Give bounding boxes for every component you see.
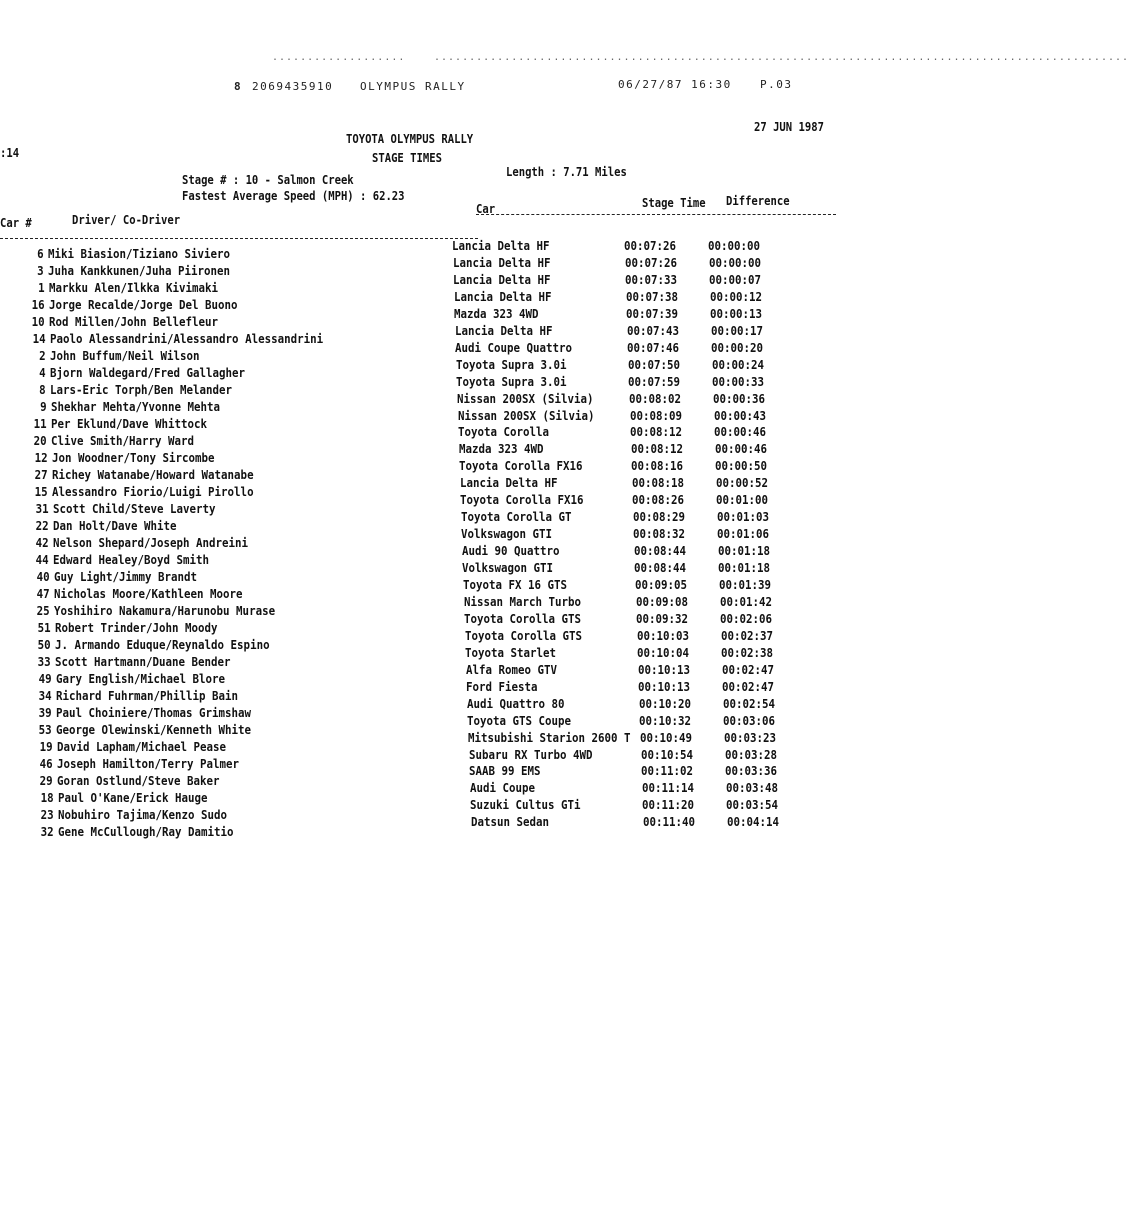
fax-logo-glyph: 8 [234, 80, 243, 93]
driver-names: Scott Child/Steve Laverty [52, 502, 216, 516]
driver-names: Paul Choiniere/Thomas Grimshaw [56, 706, 252, 720]
stage-time: 00:11:14 [641, 781, 694, 796]
time-difference: 00:01:18 [717, 544, 770, 559]
driver-names: J. Armando Eduque/Reynaldo Espino [54, 638, 270, 652]
time-difference: 00:01:03 [716, 510, 769, 525]
driver-names: Per Eklund/Dave Whittock [51, 417, 208, 431]
car-model: Toyota Supra 3.0i [455, 357, 567, 372]
car-number: 25 [36, 604, 50, 618]
car-model: Nissan 200SX (Silvia) [456, 391, 594, 406]
driver-names: Juha Kankkunen/Juha Piironen [48, 264, 231, 278]
time-difference: 00:01:18 [718, 561, 771, 576]
fax-dots-right: ................................................................................................... [434, 52, 1129, 63]
stage-time: 00:08:12 [630, 442, 683, 457]
time-difference: 00:03:28 [724, 747, 777, 762]
driver-names: Rod Millen/John Bellefleur [49, 315, 219, 329]
car-number: 44 [35, 553, 49, 567]
driver-names: Gary English/Michael Blore [55, 672, 225, 686]
time-difference: 00:03:36 [725, 764, 778, 779]
car-number: 14 [32, 332, 46, 346]
time-difference: 00:00:07 [709, 272, 762, 287]
car-model: Ford Fiesta [466, 679, 538, 694]
stage-length: Length : 7.71 Miles [506, 165, 627, 179]
car-number: 4 [39, 366, 46, 380]
time-difference: 00:00:00 [708, 255, 761, 270]
car-number: 49 [38, 672, 52, 686]
page-marker: :14 [0, 146, 20, 160]
car-number: 23 [40, 808, 54, 822]
fastest-average-speed: Fastest Average Speed (MPH) : 62.23 [182, 189, 405, 203]
car-model: Toyota Corolla GTS [464, 628, 582, 643]
car-number: 18 [40, 791, 54, 805]
stage-time: 00:09:32 [636, 611, 689, 626]
stage-time: 00:08:32 [633, 527, 686, 542]
driver-names: Goran Ostlund/Steve Baker [57, 774, 220, 788]
table-row [0, 272, 900, 298]
document-date: 27 JUN 1987 [754, 120, 824, 134]
stage-time: 00:11:02 [641, 764, 694, 779]
car-model: Lancia Delta HF [453, 272, 551, 287]
car-number: 22 [35, 519, 49, 533]
car-number: 11 [33, 417, 47, 431]
column-header-car-number: Car # [0, 216, 32, 230]
driver-names: Paul O'Kane/Erick Hauge [57, 791, 208, 805]
stage-time: 00:10:49 [639, 730, 692, 745]
car-number: 8 [39, 383, 46, 397]
stage-time: 00:08:44 [633, 544, 686, 559]
stage-time: 00:07:33 [625, 272, 678, 287]
stage-time: 00:08:29 [632, 510, 685, 525]
driver-names: Joseph Hamilton/Terry Palmer [57, 757, 240, 771]
car-model: Lancia Delta HF [459, 476, 558, 491]
time-difference: 00:01:06 [717, 527, 770, 542]
driver-names: Guy Light/Jimmy Brandt [53, 570, 197, 584]
stage-time: 00:08:02 [628, 391, 681, 406]
time-difference: 00:00:33 [712, 374, 765, 389]
car-model: Audi 90 Quattro [461, 544, 560, 559]
time-difference: 00:00:46 [714, 425, 767, 440]
time-difference: 00:03:48 [725, 781, 778, 796]
driver-names: Scott Hartmann/Duane Bender [55, 655, 231, 669]
time-difference: 00:02:38 [721, 645, 774, 660]
car-model: Toyota Corolla FX16 [460, 493, 584, 508]
time-difference: 00:00:52 [715, 476, 768, 491]
car-number: 15 [34, 485, 48, 499]
time-difference: 00:00:50 [715, 459, 768, 474]
driver-names: Markku Alen/Ilkka Kivimaki [48, 281, 218, 295]
car-number: 33 [37, 655, 51, 669]
document-subtitle: STAGE TIMES [372, 151, 442, 165]
stage-time: 00:08:18 [631, 476, 684, 491]
driver-names: George Olewinski/Kenneth White [56, 723, 252, 737]
car-number: 12 [34, 451, 48, 465]
stage-time: 00:09:05 [635, 578, 688, 592]
column-header-difference: Difference [726, 194, 790, 208]
driver-names: Paolo Alessandrini/Alessandro Alessandrini [49, 332, 323, 346]
time-difference: 00:00:20 [711, 340, 764, 355]
car-model: Nissan 200SX (Silvia) [457, 408, 595, 423]
car-number: 10 [31, 315, 45, 329]
column-header-stage-time: Stage Time [642, 196, 706, 210]
driver-names: Gene McCullough/Ray Damitio [58, 825, 234, 839]
car-number: 1 [37, 281, 45, 295]
driver-names: Lars-Eric Torph/Ben Melander [50, 383, 233, 397]
stage-time: 00:07:43 [626, 323, 679, 338]
stage-time: 00:10:20 [638, 696, 691, 711]
time-difference: 00:01:00 [716, 493, 769, 508]
stage-time: 00:10:13 [638, 679, 691, 694]
car-model: Toyota Corolla FX16 [459, 459, 583, 474]
car-model: Lancia Delta HF [454, 323, 553, 338]
car-model: Toyota Starlet [465, 645, 557, 660]
car-number: 50 [37, 638, 51, 652]
driver-names: Bjorn Waldegard/Fred Gallagher [50, 366, 246, 380]
stage-time: 00:11:20 [642, 798, 695, 813]
car-number: 2 [38, 349, 46, 363]
car-number: 29 [39, 774, 53, 788]
car-number: 19 [39, 740, 53, 754]
document-title: TOYOTA OLYMPUS RALLY [346, 132, 474, 146]
car-number: 53 [38, 723, 52, 737]
car-model: Volkswagon GTI [461, 527, 553, 542]
car-number: 6 [37, 247, 44, 261]
car-number: 42 [35, 536, 49, 550]
car-model: Audi Coupe Quattro [455, 340, 573, 355]
car-model: Lancia Delta HF [453, 289, 552, 304]
car-model: Audi Coupe [469, 781, 535, 796]
table-row [0, 239, 900, 264]
stage-time: 00:10:13 [637, 662, 690, 677]
car-number: 20 [33, 434, 47, 448]
driver-names: Nicholas Moore/Kathleen Moore [54, 587, 243, 601]
car-model: Toyota Corolla GT [460, 510, 572, 525]
car-model: Audi Quattro 80 [466, 696, 565, 711]
stage-time: 00:07:39 [626, 306, 679, 321]
car-number: 27 [34, 468, 48, 482]
fax-phone-number: 2069435910 [252, 80, 334, 93]
driver-names: Nelson Shepard/Joseph Andreini [53, 536, 249, 550]
fax-page-number: P.03 [760, 78, 793, 91]
car-number: 34 [38, 689, 52, 703]
fax-sender: OLYMPUS RALLY [360, 80, 466, 93]
fax-datetime: 06/27/87 16:30 [618, 78, 732, 91]
car-model: Mitsubishi Starion 2600 T [467, 730, 631, 745]
car-model: Alfa Romeo GTV [465, 662, 557, 677]
car-number: 39 [38, 706, 52, 720]
driver-names: Robert Trinder/John Moody [54, 621, 218, 635]
car-model: SAAB 99 EMS [469, 764, 541, 779]
time-difference: 00:01:42 [719, 594, 772, 609]
stage-time: 00:08:16 [631, 459, 684, 474]
time-difference: 00:00:46 [714, 442, 767, 457]
driver-names: John Buffum/Neil Wilson [49, 349, 200, 363]
fax-dots-left: ................... [272, 52, 406, 63]
header-rule-left [0, 238, 478, 239]
car-number: 47 [36, 587, 50, 601]
car-model: Toyota Corolla GTS [464, 611, 582, 626]
car-model: Volkswagon GTI [462, 561, 554, 576]
stage-time: 00:10:54 [640, 747, 693, 762]
driver-names: Miki Biasion/Tiziano Siviero [48, 247, 231, 261]
stage-time: 00:07:26 [624, 255, 677, 270]
stage-time: 00:08:09 [629, 408, 682, 423]
driver-names: Shekhar Mehta/Yvonne Mehta [50, 400, 220, 414]
driver-names: Yoshihiro Nakamura/Harunobu Murase [54, 604, 276, 618]
car-number: 32 [40, 825, 54, 839]
time-difference: 00:02:37 [720, 628, 773, 643]
car-number: 9 [39, 400, 47, 414]
car-number: 46 [39, 757, 53, 771]
time-difference: 00:00:13 [710, 306, 763, 321]
column-header-driver: Driver/ Co-Driver [72, 213, 181, 227]
car-number: 16 [31, 298, 45, 312]
time-difference: 00:04:14 [726, 815, 779, 830]
column-header-car: Car [476, 202, 496, 216]
car-model: Mazda 323 4WD [458, 442, 544, 457]
car-model: Datsun Sedan [470, 815, 549, 830]
stage-time: 00:07:50 [627, 357, 680, 372]
time-difference: 00:00:00 [708, 239, 761, 253]
driver-names: Jorge Recalde/Jorge Del Buono [48, 298, 238, 312]
car-number: 3 [37, 264, 44, 278]
car-model: Lancia Delta HF [452, 255, 551, 270]
stage-time: 00:10:32 [639, 713, 692, 728]
stage-time: 00:11:40 [642, 815, 695, 830]
table-row [0, 255, 900, 281]
time-difference: 00:00:17 [710, 323, 763, 338]
driver-names: David Lapham/Michael Pease [56, 740, 226, 754]
driver-names: Nobuhiro Tajima/Kenzo Sudo [57, 808, 227, 822]
stage-time: 00:07:38 [625, 289, 678, 304]
car-model: Subaru RX Turbo 4WD [468, 747, 593, 762]
driver-names: Jon Woodner/Tony Sircombe [51, 451, 215, 465]
table-row [0, 306, 900, 332]
stage-time: 00:08:12 [630, 425, 683, 440]
time-difference: 00:03:54 [726, 798, 779, 813]
time-difference: 00:01:39 [719, 578, 772, 592]
table-row [0, 289, 900, 315]
stage-number-name: Stage # : 10 - Salmon Creek [182, 173, 354, 187]
car-model: Mazda 323 4WD [454, 306, 539, 321]
car-number: 31 [35, 502, 49, 516]
car-model: Toyota FX 16 GTS [463, 578, 568, 592]
driver-names: Dan Holt/Dave White [52, 519, 177, 533]
stage-time: 00:07:46 [627, 340, 680, 355]
car-model: Suzuki Cultus GTi [470, 798, 581, 813]
table-row [0, 357, 900, 383]
time-difference: 00:02:47 [722, 679, 775, 694]
stage-time: 00:07:59 [628, 374, 681, 389]
car-model: Nissan March Turbo [463, 594, 581, 609]
time-difference: 00:02:47 [721, 662, 774, 677]
header-rule-right [476, 214, 836, 215]
car-number: 51 [37, 621, 51, 635]
table-row [0, 323, 900, 349]
time-difference: 00:00:12 [709, 289, 762, 304]
time-difference: 00:00:24 [711, 357, 764, 372]
time-difference: 00:03:23 [723, 730, 776, 745]
time-difference: 00:00:36 [712, 391, 765, 406]
driver-names: Richard Fuhrman/Phillip Bain [55, 689, 238, 703]
car-model: Toyota GTS Coupe [467, 713, 572, 728]
driver-names: Richey Watanabe/Howard Watanabe [51, 468, 254, 482]
time-difference: 00:00:43 [713, 408, 766, 423]
stage-time: 00:08:26 [632, 493, 685, 508]
time-difference: 00:02:06 [720, 611, 773, 626]
car-model: Toyota Corolla [458, 425, 550, 440]
car-model: Toyota Supra 3.0i [456, 374, 567, 389]
stage-time: 00:08:44 [634, 561, 687, 576]
stage-time: 00:10:04 [637, 645, 690, 660]
time-difference: 00:02:54 [722, 696, 775, 711]
stage-time: 00:09:08 [635, 594, 688, 609]
table-row [0, 340, 900, 366]
driver-names: Clive Smith/Harry Ward [51, 434, 195, 448]
stage-time: 00:07:26 [624, 239, 677, 253]
driver-names: Alessandro Fiorio/Luigi Pirollo [52, 485, 254, 499]
car-model: Lancia Delta HF [452, 239, 550, 253]
car-number: 40 [36, 570, 50, 584]
driver-names: Edward Healey/Boyd Smith [53, 553, 210, 567]
stage-time: 00:10:03 [636, 628, 689, 643]
time-difference: 00:03:06 [723, 713, 776, 728]
